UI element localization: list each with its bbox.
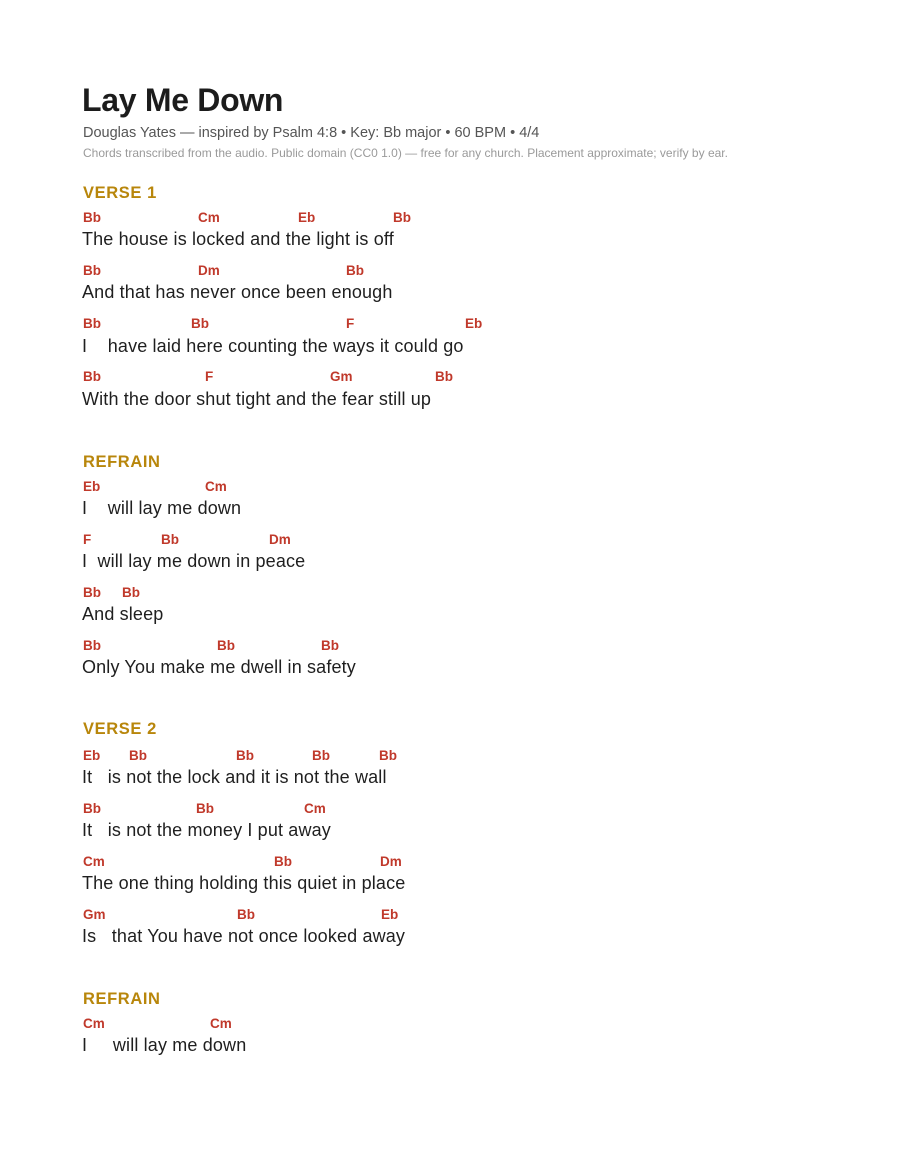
chord: Bb xyxy=(321,638,339,653)
section-heading: VERSE 2 xyxy=(83,720,157,738)
chord: Bb xyxy=(346,263,364,278)
chord: Bb xyxy=(312,748,330,763)
chord: Bb xyxy=(393,210,411,225)
chord: Bb xyxy=(83,263,101,278)
chord: Cm xyxy=(198,210,220,225)
chord-line xyxy=(0,638,900,656)
lyric-line: I will lay me down xyxy=(82,498,242,518)
lyric-line: With the door shut tight and the fear still up xyxy=(82,389,432,409)
lyric-line: Only You make me dwell in safety xyxy=(82,657,356,677)
chord: F xyxy=(83,532,92,547)
lyric-line: It is not the money I put away xyxy=(82,820,331,840)
lyric-line: It is not the lock and it is not the wall xyxy=(82,767,387,787)
chord-line xyxy=(0,210,900,228)
section-heading: REFRAIN xyxy=(83,453,161,471)
chord: Cm xyxy=(83,854,105,869)
chord: Bb xyxy=(217,638,235,653)
chord: Eb xyxy=(381,907,399,922)
chord-line xyxy=(0,854,900,872)
chord: Bb xyxy=(83,369,101,384)
transcription-note: Chords transcribed from the audio. Public domain (CC0 1.0) — free for any church. Placement approximate; verify by ear. xyxy=(83,146,728,160)
chord-line xyxy=(0,369,900,387)
chord: Cm xyxy=(304,801,326,816)
chord: Cm xyxy=(210,1016,232,1031)
lyric-line: The house is locked and the light is off xyxy=(82,229,394,249)
chord: Eb xyxy=(298,210,316,225)
lyric-line: The one thing holding this quiet in place xyxy=(82,873,406,893)
song-title: Lay Me Down xyxy=(82,82,284,118)
chord-line xyxy=(0,532,900,550)
chord: Eb xyxy=(465,316,483,331)
lyric-line: And sleep xyxy=(82,604,164,624)
chord: F xyxy=(205,369,214,384)
chord: Bb xyxy=(83,801,101,816)
lyric-line: Is that You have not once looked away xyxy=(82,926,406,946)
chord: Bb xyxy=(236,748,254,763)
chord-line xyxy=(0,748,900,766)
lyric-line: I will lay me down in peace xyxy=(82,551,306,571)
lyric-line: I have laid here counting the ways it could go xyxy=(82,336,464,356)
chord-line xyxy=(0,907,900,925)
section-heading: REFRAIN xyxy=(83,990,161,1008)
chord: Bb xyxy=(435,369,453,384)
chord: Eb xyxy=(83,479,101,494)
chord-line xyxy=(0,263,900,281)
lyric-line: And that has never once been enough xyxy=(82,282,393,302)
section-heading: VERSE 1 xyxy=(83,184,157,202)
chord: Bb xyxy=(122,585,140,600)
chord: Gm xyxy=(83,907,106,922)
chord: Bb xyxy=(83,638,101,653)
chord-line xyxy=(0,585,900,603)
chord-line xyxy=(0,801,900,819)
chord: Gm xyxy=(330,369,353,384)
chord: Dm xyxy=(380,854,402,869)
chord: Bb xyxy=(83,316,101,331)
chord-line xyxy=(0,1016,900,1034)
chord: Bb xyxy=(237,907,255,922)
chord: Bb xyxy=(83,210,101,225)
chord: Dm xyxy=(198,263,220,278)
chord: Cm xyxy=(83,1016,105,1031)
chord: Bb xyxy=(129,748,147,763)
chord: Bb xyxy=(161,532,179,547)
chord-line xyxy=(0,316,900,334)
chord: Cm xyxy=(205,479,227,494)
chord: Bb xyxy=(196,801,214,816)
chord: Bb xyxy=(274,854,292,869)
chord: Bb xyxy=(379,748,397,763)
chord: Eb xyxy=(83,748,101,763)
song-meta: Douglas Yates — inspired by Psalm 4:8 • Key: Bb major • 60 BPM • 4/4 xyxy=(83,125,540,141)
chord: Bb xyxy=(191,316,209,331)
chord: F xyxy=(346,316,355,331)
chord: Bb xyxy=(83,585,101,600)
chord-line xyxy=(0,479,900,497)
lyric-line: I will lay me down xyxy=(82,1035,247,1055)
chord: Dm xyxy=(269,532,291,547)
